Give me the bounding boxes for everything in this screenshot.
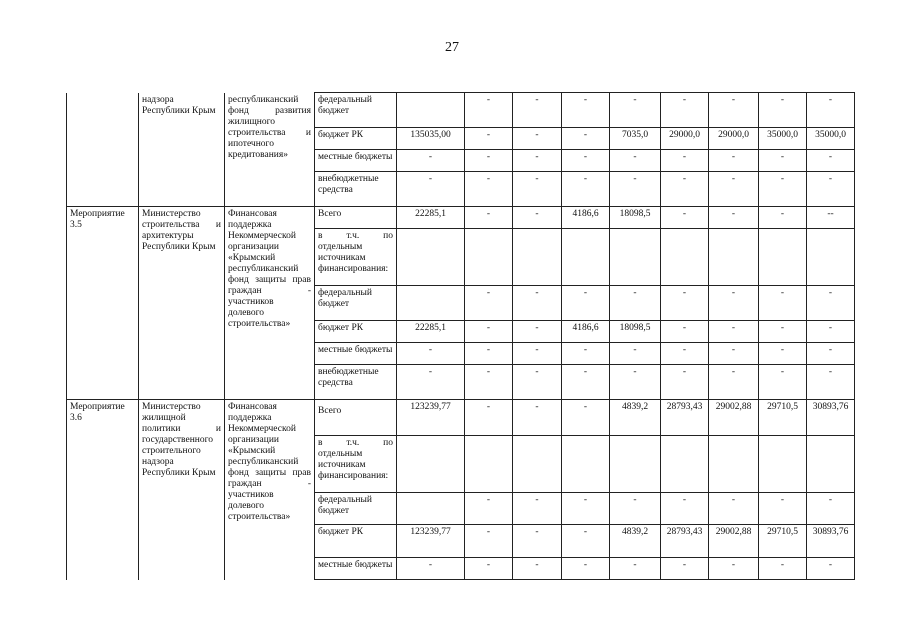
value-cell: 30893,76 [807,525,855,558]
source-cell: внебюджетные средства [315,172,397,207]
value-cell: - [397,558,465,580]
value-cell: - [807,172,855,207]
value-cell: - [807,558,855,580]
source-cell: бюджет РК [315,321,397,343]
value-cell: - [465,343,513,365]
value-cell: 4839,2 [610,525,661,558]
value-cell: - [807,493,855,525]
value-cell: - [610,365,661,400]
value-cell: 135035,00 [397,128,465,150]
source-cell: федеральный бюджет [315,93,397,128]
value-cell: - [465,93,513,128]
value-cell: - [513,343,562,365]
value-cell: 22285,1 [397,207,465,229]
value-cell [807,436,855,493]
value-cell: - [709,558,759,580]
value-cell: - [661,172,709,207]
value-cell: - [759,365,807,400]
value-cell: - [759,493,807,525]
value-cell: - [513,365,562,400]
value-cell: 35000,0 [759,128,807,150]
participant-cell: республиканский фонд развития жилищного строительства и ипотечного кредитования» [225,93,315,207]
value-cell: - [562,365,610,400]
value-cell: - [661,558,709,580]
value-cell [709,229,759,286]
value-cell: - [513,286,562,321]
value-cell: - [513,207,562,229]
value-cell: - [709,321,759,343]
source-cell: в т.ч. по отдельным источникам финансирования: [315,436,397,493]
value-cell: - [709,365,759,400]
value-cell: - [562,128,610,150]
table-row [67,93,855,128]
value-cell: - [709,343,759,365]
value-cell: - [709,150,759,172]
value-cell: 29000,0 [661,128,709,150]
value-cell: - [661,493,709,525]
value-cell [610,229,661,286]
value-cell: - [397,150,465,172]
value-cell [562,436,610,493]
value-cell: - [709,286,759,321]
value-cell [610,436,661,493]
value-cell: - [661,321,709,343]
value-cell: - [513,558,562,580]
value-cell: - [610,493,661,525]
value-cell: - [759,150,807,172]
value-cell: - [807,150,855,172]
value-cell: - [709,207,759,229]
value-cell: 29710,5 [759,525,807,558]
value-cell: 18098,5 [610,207,661,229]
value-cell: -- [807,207,855,229]
value-cell: - [807,343,855,365]
value-cell: - [465,558,513,580]
value-cell: - [513,172,562,207]
value-cell: - [513,400,562,436]
value-cell: - [465,128,513,150]
page-number: 27 [445,40,459,55]
value-cell: - [759,172,807,207]
value-cell: - [807,286,855,321]
financing-table [66,92,855,580]
value-cell [562,229,610,286]
value-cell [465,436,513,493]
value-cell: - [397,172,465,207]
value-cell: - [562,493,610,525]
value-cell: - [397,365,465,400]
value-cell: - [562,525,610,558]
value-cell: - [759,343,807,365]
value-cell: - [661,343,709,365]
executor-cell: Министерство жилищной политики и государственного строительного надзора Республики Крым [139,400,225,580]
source-cell: федеральный бюджет [315,493,397,525]
value-cell: 123239,77 [397,525,465,558]
value-cell: - [759,321,807,343]
value-cell: - [513,493,562,525]
value-cell: 28793,43 [661,400,709,436]
value-cell: - [807,365,855,400]
value-cell: - [610,343,661,365]
value-cell: - [465,400,513,436]
value-cell: - [513,321,562,343]
source-cell: местные бюджеты [315,343,397,365]
source-cell: бюджет РК [315,525,397,558]
value-cell: - [465,493,513,525]
value-cell: - [661,207,709,229]
value-cell: - [661,286,709,321]
value-cell: - [562,286,610,321]
value-cell: - [661,93,709,128]
value-cell: - [610,150,661,172]
value-cell: 35000,0 [807,128,855,150]
value-cell: 29710,5 [759,400,807,436]
value-cell: 4186,6 [562,207,610,229]
executor-cell: надзора Республики Крым [139,93,225,207]
value-cell: - [562,150,610,172]
value-cell: - [610,172,661,207]
value-cell [759,229,807,286]
participant-cell: Финансовая поддержка Некоммерческой организации «Крымский республиканский фонд защиты прав граждан - участников долевого строительства» [225,400,315,580]
value-cell: - [513,150,562,172]
value-cell: - [465,172,513,207]
value-cell [661,229,709,286]
value-cell: - [759,207,807,229]
value-cell: 4186,6 [562,321,610,343]
value-cell: - [759,286,807,321]
value-cell: - [513,128,562,150]
event-cell: Мероприятие 3.5 [67,207,139,400]
participant-cell: Финансовая поддержка Некоммерческой организации «Крымский республиканский фонд защиты прав граждан - участников долевого строительства» [225,207,315,400]
value-cell: - [807,321,855,343]
value-cell [661,436,709,493]
value-cell: - [661,150,709,172]
value-cell: - [661,365,709,400]
value-cell: - [562,172,610,207]
value-cell: - [465,321,513,343]
value-cell [397,286,465,321]
source-cell: федеральный бюджет [315,286,397,321]
source-cell: внебюджетные средства [315,365,397,400]
source-cell: в т.ч. по отдельным источникам финансирования: [315,229,397,286]
event-cell [67,93,139,207]
value-cell: - [465,207,513,229]
value-cell: - [610,93,661,128]
source-cell: местные бюджеты [315,558,397,580]
value-cell: 4839,2 [610,400,661,436]
value-cell: 29002,88 [709,400,759,436]
value-cell: - [465,150,513,172]
executor-cell: Министерство строительства и архитектуры Республики Крым [139,207,225,400]
value-cell: - [562,343,610,365]
value-cell [397,93,465,128]
value-cell: - [562,93,610,128]
value-cell: - [513,93,562,128]
value-cell: 22285,1 [397,321,465,343]
value-cell [465,229,513,286]
value-cell: - [465,286,513,321]
value-cell: - [759,93,807,128]
value-cell: - [807,93,855,128]
value-cell: - [709,493,759,525]
value-cell [709,436,759,493]
table-row [67,207,855,229]
value-cell: 30893,76 [807,400,855,436]
value-cell: 18098,5 [610,321,661,343]
event-cell: Мероприятие 3.6 [67,400,139,580]
value-cell: - [562,400,610,436]
value-cell: - [709,93,759,128]
value-cell: - [562,558,610,580]
source-cell: Всего [315,400,397,436]
value-cell: 123239,77 [397,400,465,436]
value-cell: 29000,0 [709,128,759,150]
value-cell: 7035,0 [610,128,661,150]
value-cell [513,436,562,493]
value-cell: 29002,88 [709,525,759,558]
value-cell: - [465,525,513,558]
value-cell [397,436,465,493]
value-cell [807,229,855,286]
value-cell [397,229,465,286]
value-cell [513,229,562,286]
value-cell [397,493,465,525]
value-cell: - [709,172,759,207]
value-cell: - [610,558,661,580]
source-cell: Всего [315,207,397,229]
value-cell [759,436,807,493]
value-cell: - [397,343,465,365]
value-cell: - [610,286,661,321]
source-cell: бюджет РК [315,128,397,150]
value-cell: - [513,525,562,558]
source-cell: местные бюджеты [315,150,397,172]
table-row [67,400,855,436]
value-cell: - [759,558,807,580]
value-cell: - [465,365,513,400]
value-cell: 28793,43 [661,525,709,558]
